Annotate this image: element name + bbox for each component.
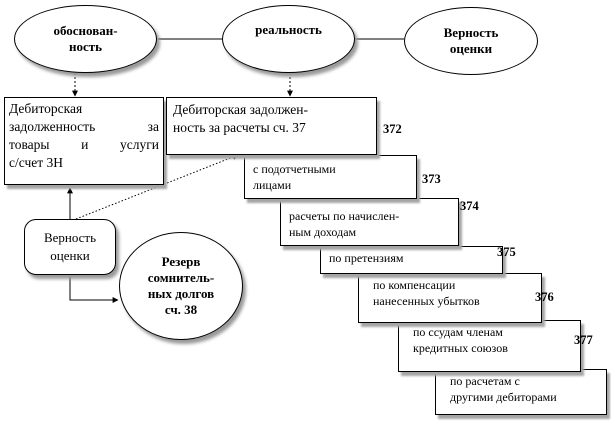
sub-account-376-box — [398, 320, 593, 372]
oval-faithfulness-line-1: Верность — [443, 25, 499, 40]
sub-account-375-line-1: по компенсации — [373, 278, 456, 292]
sub-account-376-number: 376 — [535, 290, 554, 304]
oval-reality — [222, 5, 355, 73]
valuation-line-1: Верность — [43, 230, 97, 245]
sub-account-376-line-1: по ссудам членам — [413, 325, 503, 339]
sub-account-372-line-2: лицами — [253, 178, 292, 192]
sub-account-373-line-1: расчеты по начислен- — [289, 209, 400, 223]
oval-justified-line-2: ность — [68, 39, 103, 54]
sub-account-373-line-2: ным доходам — [289, 225, 357, 239]
sub-account-373-number: 373 — [422, 172, 441, 186]
trade-receivables-line-4: с/счет 3Н — [9, 155, 64, 170]
sub-account-372-line-1: с подотчетными — [253, 162, 336, 176]
sub-account-377-box — [435, 369, 607, 415]
reserve-line-3: ных долгов — [147, 286, 215, 301]
oval-reality-line-1: реальность — [255, 22, 322, 37]
oval-justified-line-1: обоснован- — [53, 23, 118, 38]
valuation-box — [24, 219, 116, 275]
sub-account-373-box — [280, 198, 479, 246]
sub-account-374-number: 374 — [460, 199, 479, 213]
oval-faithfulness-line-2: оценки — [449, 41, 493, 56]
sub-account-374-line-1: по претензиям — [329, 251, 404, 265]
account-37-line-1: Дебиторская задолжен- — [173, 102, 308, 117]
sub-account-377-number: 377 — [574, 333, 593, 347]
sub-account-372-number: 372 — [383, 122, 402, 136]
valuation-line-2: оценки — [50, 248, 90, 263]
account-37-line-2: ность за расчеты сч. 37 — [173, 120, 306, 135]
arrow-valuation-to-reserve — [70, 276, 118, 300]
oval-doubtful-debts-reserve — [119, 232, 243, 340]
trade-receivables-line-3: товары и услуги — [9, 137, 159, 152]
sub-account-377-line-1: по расчетам с — [450, 374, 520, 388]
oval-justified — [14, 5, 157, 73]
reserve-line-4: сч. 38 — [164, 302, 198, 317]
oval-faithfulness — [404, 7, 538, 75]
account-37-box — [166, 97, 402, 155]
trade-receivables-line-2: задолженность за — [9, 119, 159, 134]
sub-account-375-line-2: нанесенных убытков — [373, 294, 480, 308]
trade-receivables-line-1: Дебиторская — [9, 101, 83, 116]
trade-receivables-box — [4, 97, 164, 185]
sub-account-377-line-2: другими дебиторами — [450, 390, 557, 404]
sub-account-376-line-2: кредитных союзов — [413, 341, 508, 355]
sub-account-375-box — [358, 273, 554, 323]
sub-account-372-box — [244, 155, 441, 199]
sub-account-374-box — [320, 245, 516, 274]
reserve-line-2: сомнитель- — [147, 270, 215, 285]
reserve-line-1: Резерв — [161, 254, 201, 269]
sub-account-375-number: 375 — [497, 245, 516, 259]
